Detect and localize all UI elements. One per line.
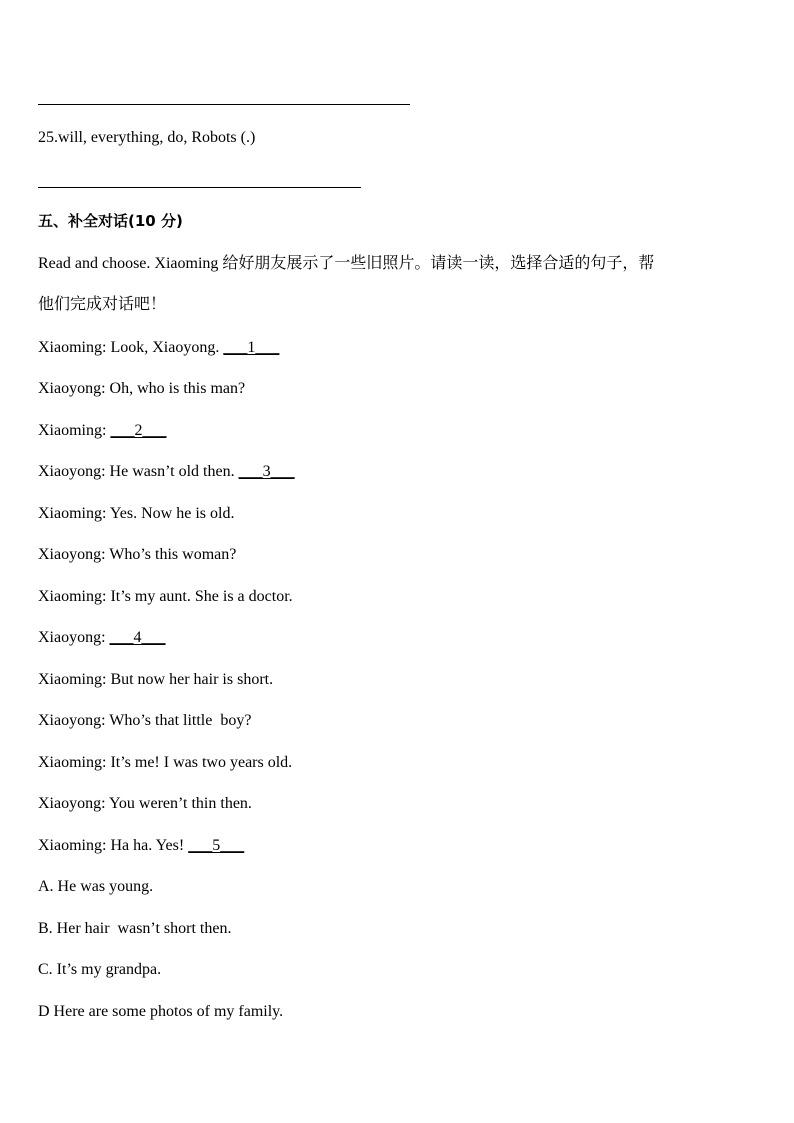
option-a: A. He was young. [38,878,154,895]
speaker: Xiaoming: [38,671,107,688]
instructions-line-2: 他们完成对话吧！ [38,296,167,313]
dialogue-line [38,462,295,482]
speaker: Xiaoyong: [38,380,106,397]
blank-4: ___4___ [109,629,166,646]
dialogue-line [38,338,279,358]
dialogue-line [38,379,245,399]
speaker: Xiaoyong: [38,795,106,812]
blank-3: ___3___ [238,463,295,480]
dialogue-line [38,753,292,773]
speaker: Xiaoming: [38,754,107,771]
option-d: D Here are some photos of my family. [38,1003,284,1020]
dialogue-line [38,545,236,565]
dialogue-line [38,587,293,607]
option-b: B. Her hair wasn’t short then. [38,920,232,937]
speaker: Xiaoyong: [38,629,106,646]
speaker: Xiaoyong: [38,712,106,729]
answer-line-25 [38,187,361,188]
answer-line-24 [38,104,410,105]
blank-2: ___2___ [110,422,167,439]
dialogue-line [38,670,273,690]
blank-1: ___1___ [223,339,280,356]
utterance: It’s my aunt. She is a doctor. [106,588,293,605]
utterance: Ha ha. Yes! [106,837,189,854]
dialogue-line [38,794,252,814]
section-title: 五、补全对话(10 分) [38,212,183,230]
utterance: Who’s that little boy? [105,712,252,729]
option-c: C. It’s my grandpa. [38,961,162,978]
speaker: Xiaoming: [38,422,107,439]
question-25: 25.will, everything, do, Robots (.) [38,129,256,146]
dialogue-line [38,628,166,648]
speaker: Xiaoming: [38,339,107,356]
blank-5: ___5___ [188,837,245,854]
speaker: Xiaoming: [38,837,107,854]
speaker: Xiaoming: [38,588,107,605]
dialogue-line [38,421,166,441]
speaker: Xiaoyong: [38,546,106,563]
utterance: He wasn’t old then. [105,463,239,480]
utterance: Yes. Now he is old. [106,505,235,522]
utterance: But now her hair is short. [106,671,274,688]
utterance: You weren’t thin then. [105,795,252,812]
utterance: It’s me! I was two years old. [106,754,293,771]
dialogue-line [38,711,251,731]
dialogue-line [38,504,234,524]
dialogue-line [38,836,244,856]
speaker: Xiaoming: [38,505,107,522]
speaker: Xiaoyong: [38,463,106,480]
instructions-line-1: Read and choose. Xiaoming 给好朋友展示了一些旧照片。请读一读，选择合适的句子，帮 [38,255,655,272]
utterance: Look, Xiaoyong. [106,339,224,356]
utterance: Who’s this woman? [105,546,237,563]
utterance: Oh, who is this man? [105,380,246,397]
